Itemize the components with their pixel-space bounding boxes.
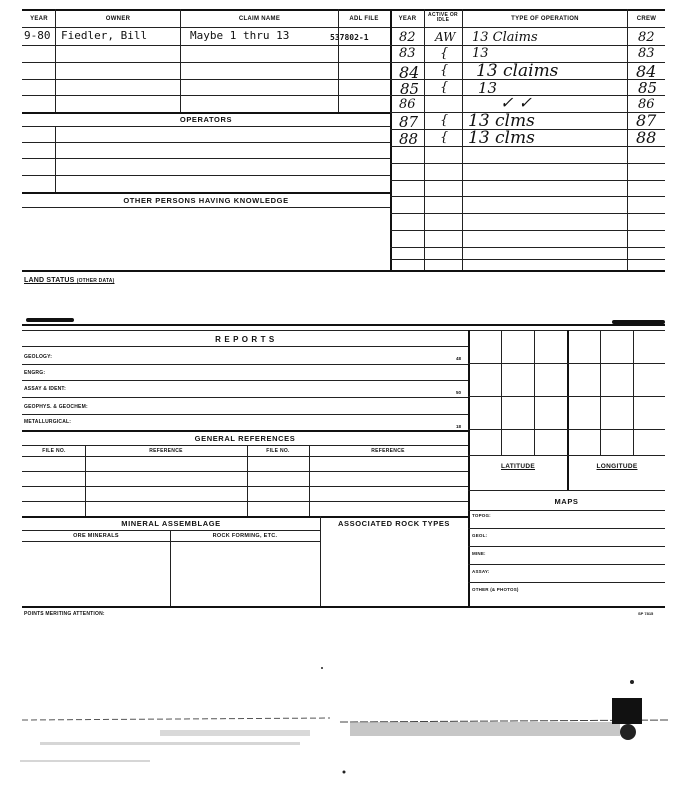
report-metallurgical: METALLURGICAL: <box>24 419 72 425</box>
op-crew: 84 <box>636 62 657 81</box>
form-number: SP 7815 <box>638 611 654 616</box>
land-status-title: LAND STATUS <box>24 277 75 284</box>
ref-file-no-2: FILE NO. <box>266 448 290 454</box>
op-year: 83 <box>399 46 416 61</box>
owner-name: Fiedler, Bill <box>61 29 148 42</box>
op-crew: 86 <box>638 97 655 112</box>
op-year: 84 <box>399 63 420 82</box>
op-year: 87 <box>399 113 419 131</box>
header-year: YEAR <box>30 16 48 22</box>
op-year: 85 <box>400 80 420 98</box>
header-type-of-operation: TYPE OF OPERATION <box>511 16 579 22</box>
other-persons-title: OTHER PERSONS HAVING KNOWLEDGE <box>123 196 289 205</box>
scan-noise <box>0 660 678 808</box>
report-geology: GEOLOGY: <box>24 354 53 360</box>
header-claim-name: CLAIM NAME <box>238 16 281 22</box>
report-num: 50 <box>456 390 462 395</box>
ref-reference-1: REFERENCE <box>149 448 183 454</box>
map-mine: MINE: <box>472 551 486 556</box>
op-crew: 85 <box>638 79 658 97</box>
header-owner: OWNER <box>105 16 131 22</box>
report-geophys: GEOPHYS. & GEOCHEM: <box>24 404 88 410</box>
ref-file-no-1: FILE NO. <box>42 448 66 454</box>
op-type: 13 Claims <box>472 30 538 45</box>
report-num: 48 <box>456 356 462 361</box>
report-num: 18 <box>456 424 462 429</box>
owner-year: 9-80 <box>24 29 51 42</box>
ref-reference-2: REFERENCE <box>371 448 405 454</box>
header-crew: CREW <box>636 16 657 22</box>
operators-title: OPERATORS <box>179 115 233 124</box>
op-type: 13 clms <box>468 111 535 131</box>
longitude-label: LONGITUDE <box>596 463 638 470</box>
op-year: 86 <box>399 97 416 112</box>
op-type: 13 clms <box>468 128 535 148</box>
op-crew: 87 <box>636 111 657 130</box>
header-active-idle: ACTIVE OR IDLE <box>428 12 458 23</box>
latitude-label: LATITUDE <box>500 463 536 470</box>
map-topog: TOPOG: <box>472 513 491 518</box>
points-meriting-attention-label: POINTS MERITING ATTENTION: <box>24 611 105 617</box>
op-crew: 83 <box>638 46 655 61</box>
file-number: 537802-1 <box>330 33 369 42</box>
header-year-2: YEAR <box>398 16 417 22</box>
reports-title: R E P O R T S <box>215 335 275 344</box>
land-status-label <box>24 277 114 284</box>
general-references-title: GENERAL REFERENCES <box>194 434 296 443</box>
land-status-sub: (OTHER DATA) <box>76 278 115 284</box>
maps-title: MAPS <box>554 497 579 506</box>
report-assay: ASSAY & IDENT: <box>24 386 66 392</box>
associated-rock-types-title: ASSOCIATED ROCK TYPES <box>337 519 451 528</box>
map-other: OTHER (& PHOTOS) <box>472 587 519 592</box>
op-active: { <box>440 80 449 95</box>
op-type: 13 <box>478 79 498 97</box>
map-assay: ASSAY: <box>472 569 490 574</box>
op-year: 82 <box>399 30 416 45</box>
op-active: { <box>440 63 449 78</box>
ore-minerals-header: ORE MINERALS <box>73 533 119 539</box>
rock-forming-header: ROCK FORMING, ETC. <box>212 533 278 539</box>
op-crew: 82 <box>638 30 655 45</box>
mineral-assemblage-title: MINERAL ASSEMBLAGE <box>121 519 221 528</box>
op-active: { <box>440 130 449 145</box>
op-active: { <box>440 113 449 128</box>
op-year: 88 <box>399 130 419 148</box>
op-active: AW <box>435 30 456 44</box>
report-engrg: ENGRG: <box>24 370 46 376</box>
map-geol: GEOL: <box>472 533 488 538</box>
op-type: 13 <box>472 46 489 61</box>
op-type: 13 claims <box>476 61 559 81</box>
scan-smear-left <box>26 318 74 322</box>
op-crew: 88 <box>636 128 657 147</box>
claim-name: Maybe 1 thru 13 <box>190 29 290 42</box>
header-file: ADL FILE <box>349 16 379 22</box>
op-active: { <box>440 46 449 61</box>
op-type: ✓ ✓ <box>500 93 532 112</box>
